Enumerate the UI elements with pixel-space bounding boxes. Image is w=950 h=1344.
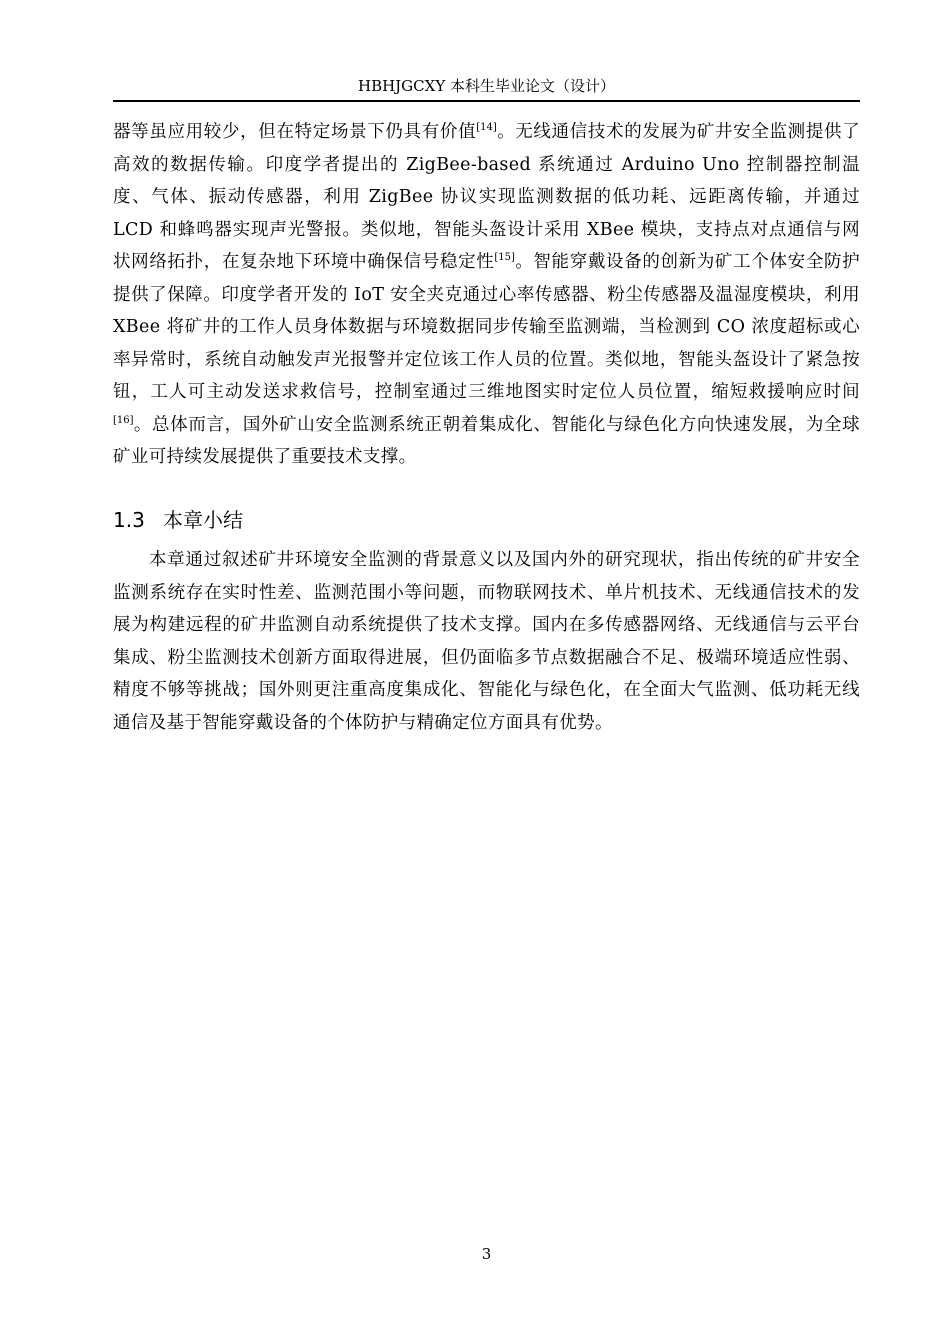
summary-paragraph: 本章通过叙述矿井环境安全监测的背景意义以及国内外的研究现状，指出传统的矿井安全监测系统存在实时性差、监测范围小等问题，而物联网技术、单片机技术、无线通信技术的发展为构建远程的矿井监测自动系统提供了技术支撑。国内在多传感器网络、无线通信与云平台集成、粉尘监测技术创新方面取得进展，但仍面临多节点数据融合不足、极端环境适应性弱、精度不够等挑战；国外则更注重高度集成化、智能化与绿色化，在全面大气监测、低功耗无线通信及基于智能穿戴设备的个体防护与精确定位方面具有优势。: [113, 550, 860, 733]
body-paragraph: [113, 116, 860, 474]
citation-ref: [16]: [113, 414, 134, 426]
page-number: 3: [481, 1245, 492, 1263]
citation-ref: [14]: [476, 122, 497, 133]
paragraph-text: 器等虽应用较少，但在特定场景下仍具有价值: [113, 122, 477, 142]
paragraph-text: 。智能穿戴设备的创新为矿工个体安全防护提供了保障。印度学者开发的 IoT 安全夹克通过心率传感器、粉尘传感器及温湿度模块，利用 XBee 将矿井的工作人员身体数据与环境数据同步传输至监测端，当检测到 CO 浓度超标或心率异常时，系统自动触发声光报警并定位该工作人员的位置。类似地，智能头盔设计了紧急按钮，工人可主动发送求救信号，控制室通过三维地图实时定位人员位置，缩短救援响应时间: [113, 252, 860, 402]
paragraph-text: 。总体而言，国外矿山安全监测系统正朝着集成化、智能化与绿色化方向快速发展，为全球矿业可持续发展提供了重要技术支撑。: [113, 414, 860, 467]
section-heading: [113, 504, 243, 536]
running-header: HBHJGCXY 本科生毕业论文（设计）: [357, 77, 615, 95]
paragraph-text: 。无线通信技术的发展为矿井安全监测提供了高效的数据传输。印度学者提出的 ZigBee-based 系统通过 Arduino Uno 控制器控制温度、气体、振动传感器，利用 ZigBee 协议实现监测数据的低功耗、远距离传输，并通过 LCD 和蜂鸣器实现声光警报。类似地，智能头盔设计采用 XBee 模块，支持点对点通信与网状网络拓扑，在复杂地下环境中确保信号稳定性: [113, 122, 860, 272]
section-title: 本章小结: [163, 508, 243, 532]
section-number: 1.3: [113, 508, 145, 532]
citation-ref: [15]: [494, 252, 515, 263]
header-rule: [113, 100, 860, 102]
